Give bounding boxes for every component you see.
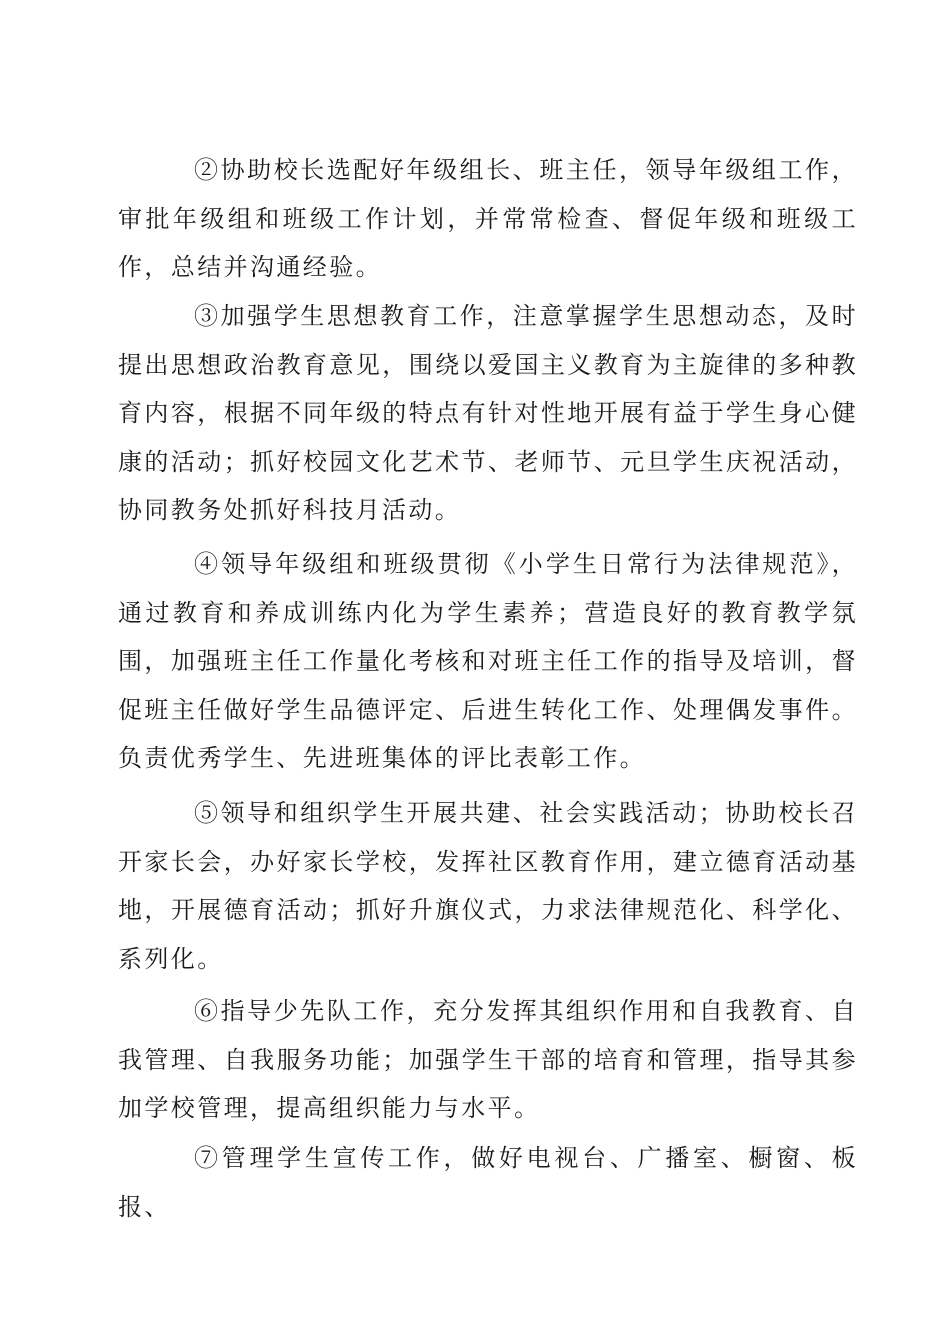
paragraph-item-6: ⑥指导少先队工作，充分发挥其组织作用和自我教育、自我管理、自我服务功能；加强学生干部的培育和管理，指导其参加学校管理，提高组织能力与水平。 [118,997,858,1122]
paragraph-item-5: ⑤领导和组织学生开展共建、社会实践活动；协助校长召开家长会，办好家长学校，发挥社区教育作用，建立德育活动基地，开展德育活动；抓好升旗仪式，力求法律规范化、科学化、系列化。 [118,799,858,973]
paragraph-item-4: ④领导年级组和班级贯彻《小学生日常行为法律规范》，通过教育和养成训练内化为学生素养；营造良好的教育教学氛围，加强班主任工作量化考核和对班主任工作的指导及培训，督促班主任做好学生品德评定、后进生转化工作、处理偶发事件。负责优秀学生、先进班集体的评比表彰工作。 [118,550,858,772]
paragraph-item-7: ⑦管理学生宣传工作，做好电视台、广播室、橱窗、板报、 [118,1144,858,1221]
paragraph-item-3: ③加强学生思想教育工作，注意掌握学生思想动态，及时提出思想政治教育意见，围绕以爱国主义教育为主旋律的多种教育内容，根据不同年级的特点有针对性地开展有益于学生身心健康的活动；抓好校园文化艺术节、老师节、元旦学生庆祝活动，协同教务处抓好科技月活动。 [118,302,858,524]
paragraph-item-2: ②协助校长选配好年级组长、班主任，领导年级组工作，审批年级组和班级工作计划，并常常检查、督促年级和班级工作，总结并沟通经验。 [118,156,858,281]
